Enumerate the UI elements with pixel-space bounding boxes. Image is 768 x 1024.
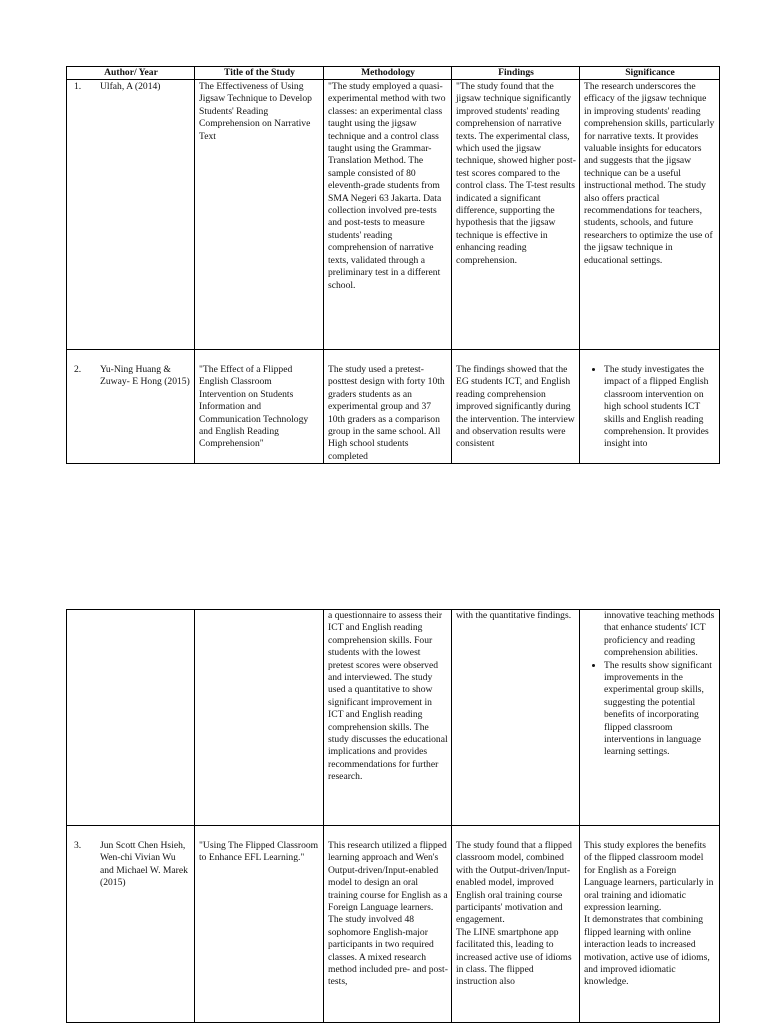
cell-findings (452, 826, 580, 1023)
author-text: Ulfah, A (2014) (100, 81, 161, 92)
table-header-row (67, 67, 720, 80)
header-methodology: Methodology (324, 67, 452, 80)
significance-continued: innovative teaching methods that enhance students' ICT proficiency and reading comprehension abilities. (604, 610, 715, 659)
cell-author (67, 350, 195, 464)
significance-paragraph: This study explores the benefits of the flipped classroom model for English as a Foreign Language learners, particularly in oral training and idiomatic expression learning. (584, 840, 714, 914)
cell-title: The Effectiveness of Using Jigsaw Technique to Develop Students' Reading Comprehension on Narrative Text (195, 80, 324, 350)
row-number: 3. (74, 840, 82, 851)
row-number: 2. (74, 364, 82, 375)
cell-author (67, 610, 195, 826)
table-row (67, 610, 720, 826)
significance-bullets (584, 364, 716, 451)
cell-findings: The findings showed that the EG students ICT, and English reading comprehension improved significantly during the intervention. The interview and observation results were consistent (452, 350, 580, 464)
list-item: • The results show significant improvements in the experimental group skills, suggesting the potential benefits of incorporating flipped classroom interventions in language learning settings. (604, 660, 716, 759)
cell-significance: The research underscores the efficacy of the jigsaw technique in improving students' reading comprehension skills, particularly for narrative texts. It provides valuable insights for educators and suggests that the jigsaw technique can be a useful instructional method. The study also offers practical recommendations for teachers, students, schools, and future researchers to optimize the use of the jigsaw technique in educational settings. (580, 80, 720, 350)
cell-significance (580, 350, 720, 464)
header-title: Title of the Study (195, 67, 324, 80)
header-significance: Significance (580, 67, 720, 80)
author-text: Yu-Ning Huang & Zuway- E Hong (2015) (100, 364, 190, 388)
row-number: 1. (74, 81, 82, 92)
cell-methodology: This research utilized a flipped learning approach and Wen's Output-driven/Input-enabled model to design an oral training course for English as a Foreign Language learners. The study involved 48 sophomore English-major participants in two required classes. A mixed research method included pre- and post-tests, (324, 826, 452, 1023)
cell-findings: "The study found that the jigsaw technique significantly improved students' reading comprehension of narrative texts. The experimental class, which used the jigsaw technique, showed higher post-test scores compared to the control class. The T-test results indicated a significant difference, supporting the hypothesis that the jigsaw technique is effective in enhancing reading comprehension. (452, 80, 580, 350)
cell-methodology: a questionnaire to assess their ICT and English reading comprehension skills. Four students with the lowest pretest scores were observed and interviewed. The study used a quantitative to show significant improvement in ICT and English reading comprehension skills. The study discusses the educational implications and provides recommendations for further research. (324, 610, 452, 826)
findings-paragraph: The LINE smartphone app facilitated this, leading to increased active use of idioms in class. The flipped instruction also (456, 926, 572, 988)
cell-significance (580, 826, 720, 1023)
literature-review-table-bottom (66, 609, 720, 1023)
cell-title: "Using The Flipped Classroom to Enhance EFL Learning." (195, 826, 324, 1023)
literature-review-table-top (66, 66, 720, 464)
table-row (67, 80, 720, 350)
cell-author (67, 80, 195, 350)
header-author-year: Author/ Year (67, 67, 195, 80)
cell-title (195, 610, 324, 826)
cell-methodology: The study used a pretest-posttest design with forty 10th graders students as an experimental group and 37 10th graders as a comparison group in the same school. All High school students completed (324, 350, 452, 464)
significance-paragraph: It demonstrates that combining flipped learning with online interaction leads to increased motivation, active use of idioms, and improved idiomatic knowledge. (584, 914, 710, 988)
significance-bullets (584, 660, 716, 759)
cell-findings: with the quantitative findings. (452, 610, 580, 826)
cell-significance (580, 610, 720, 826)
cell-author (67, 826, 195, 1023)
findings-paragraph: The study found that a flipped classroom model, combined with the Output-driven/Input-enabled model, improved English oral training course participants' motivation and engagement. (456, 840, 572, 926)
author-text: Jun Scott Chen Hsieh, Wen-chi Vivian Wu and Michael W. Marek (2015) (100, 840, 188, 889)
table-row (67, 826, 720, 1023)
cell-methodology: "The study employed a quasi-experimental method with two classes: an experimental class taught using the jigsaw technique and a control class taught using the Grammar-Translation Method. The sample consisted of 80 eleventh-grade students from SMA Negeri 63 Jakarta. Data collection involved pre-tests and post-tests to measure students' reading comprehension of narrative texts, validated through a preliminary test in a different school. (324, 80, 452, 350)
header-findings: Findings (452, 67, 580, 80)
table-row (67, 350, 720, 464)
cell-title: "The Effect of a Flipped English Classroom Intervention on Students Information and Communication Technology and English Reading Comprehension" (195, 350, 324, 464)
list-item: • The study investigates the impact of a flipped English classroom intervention on high school students ICT skills and English reading comprehension. It provides insight into (604, 364, 716, 451)
